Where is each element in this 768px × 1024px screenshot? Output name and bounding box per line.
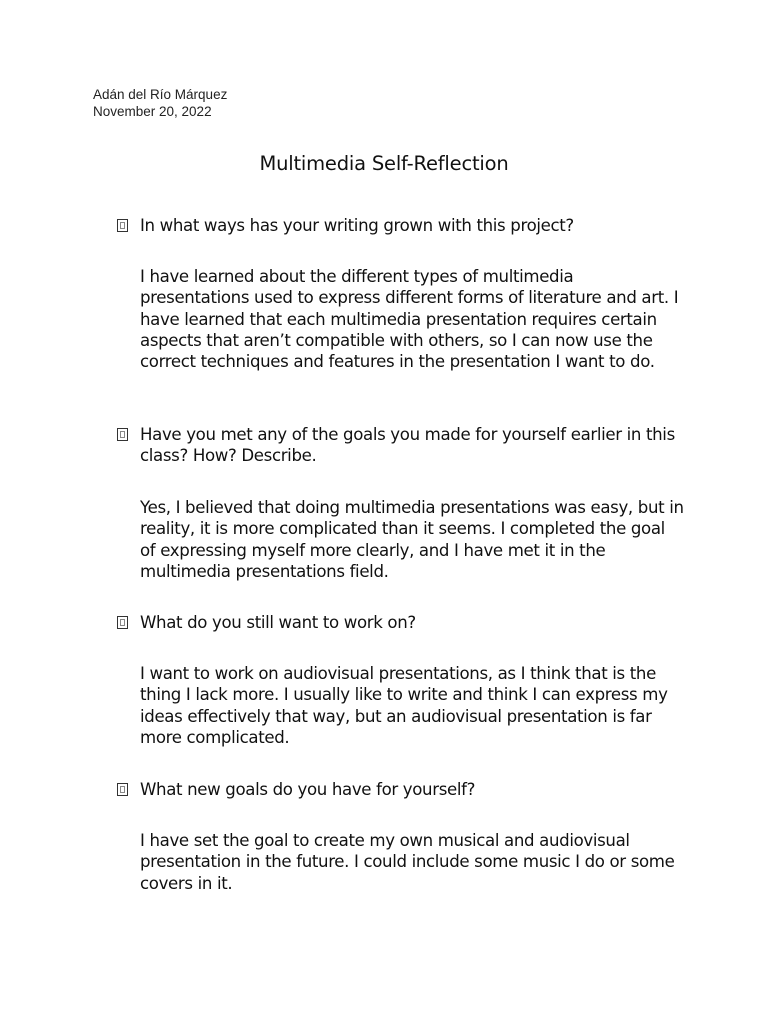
bullet-icon [117, 428, 128, 441]
bullet-icon [117, 783, 128, 796]
answer-2: Yes, I believed that doing multimedia presentations was easy, but in reality, it is more complicated than it seems. I completed the goal of expressing myself more clearly, and I have met it in the multimedia presentations field. [140, 498, 684, 581]
question-3: What do you still want to work on? [140, 613, 416, 632]
answer-1: I have learned about the different types of multimedia presentations used to express different forms of literature and art. I have learned that each multimedia presentation requires certain aspects that aren’t compatible with others, so I can now use the correct techniques and features in the presentation I want to do. [140, 267, 679, 372]
answer-3: I want to work on audiovisual presentations, as I think that is the thing I lack more. I usually like to write and think I can express my ideas effectively that way, but an audiovisual presentation is far more complicated. [140, 664, 668, 747]
author-name: Adán del Río Márquez [93, 87, 228, 102]
answer-4: I have set the goal to create my own musical and audiovisual presentation in the future. I could include some music I do or some covers in it. [140, 831, 675, 893]
question-1: In what ways has your writing grown with this project? [140, 216, 574, 235]
question-2: Have you met any of the goals you made for yourself earlier in this class? How? Describe. [140, 425, 675, 466]
bullet-icon [117, 616, 128, 629]
document-date: November 20, 2022 [93, 104, 212, 119]
document-header [93, 86, 227, 120]
page-title: Multimedia Self-Reflection [259, 152, 509, 175]
bullet-icon [117, 219, 128, 232]
question-4: What new goals do you have for yourself? [140, 780, 476, 799]
